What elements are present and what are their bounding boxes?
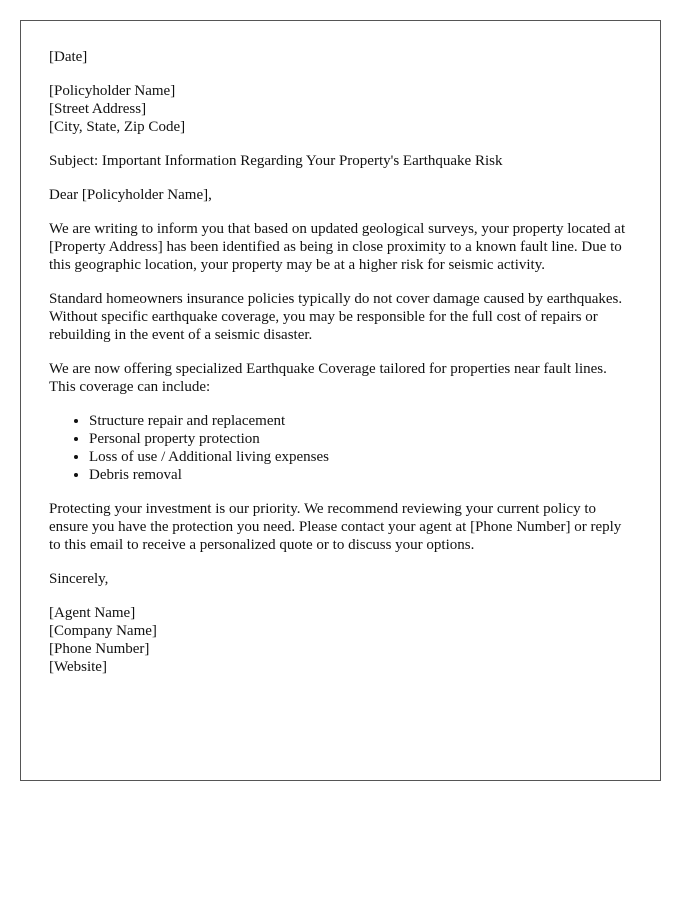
signature-block — [49, 604, 632, 676]
body-paragraph: Standard homeowners insurance policies typically do not cover damage caused by earthquakes. Without specific earthquake coverage, you may be responsible for the full cost of repairs or rebuilding in the event of a seismic disaster. — [49, 291, 623, 343]
letter-subject: Subject: Important Information Regarding Your Property's Earthquake Risk — [49, 153, 503, 169]
coverage-list-item: • Structure repair and replacement — [89, 412, 632, 430]
recipient-address — [49, 82, 632, 136]
letter-date: [Date] — [49, 49, 88, 65]
body-paragraph: We are writing to inform you that based on updated geological surveys, your property located at [Property Address] has been identified as being in close proximity to a known fault line. Due to this geographic location, your property may be at a higher risk for seismic activity. — [49, 221, 626, 273]
recipient-street: [Street Address] — [49, 101, 147, 117]
company-website: [Website] — [49, 659, 107, 675]
recipient-name: [Policyholder Name] — [49, 83, 176, 99]
coverage-list-item: • Personal property protection — [89, 430, 632, 448]
body-paragraph: We are now offering specialized Earthquake Coverage tailored for properties near fault lines. This coverage can include: — [49, 361, 607, 395]
letter-page — [20, 20, 661, 781]
agent-phone: [Phone Number] — [49, 641, 150, 657]
coverage-list-item: • Loss of use / Additional living expenses — [89, 448, 632, 466]
coverage-list — [49, 412, 632, 484]
recipient-city-state-zip: [City, State, Zip Code] — [49, 119, 186, 135]
coverage-list-item: • Debris removal — [89, 466, 632, 484]
agent-name: [Agent Name] — [49, 605, 136, 621]
closing-paragraph: Protecting your investment is our priority. We recommend reviewing your current policy to ensure you have the protection you need. Please contact your agent at [Phone Number] or reply to this email to receive a personalized quote or to discuss your options. — [49, 501, 622, 553]
sign-off: Sincerely, — [49, 571, 109, 587]
letter-salutation: Dear [Policyholder Name], — [49, 187, 212, 203]
company-name: [Company Name] — [49, 623, 157, 639]
